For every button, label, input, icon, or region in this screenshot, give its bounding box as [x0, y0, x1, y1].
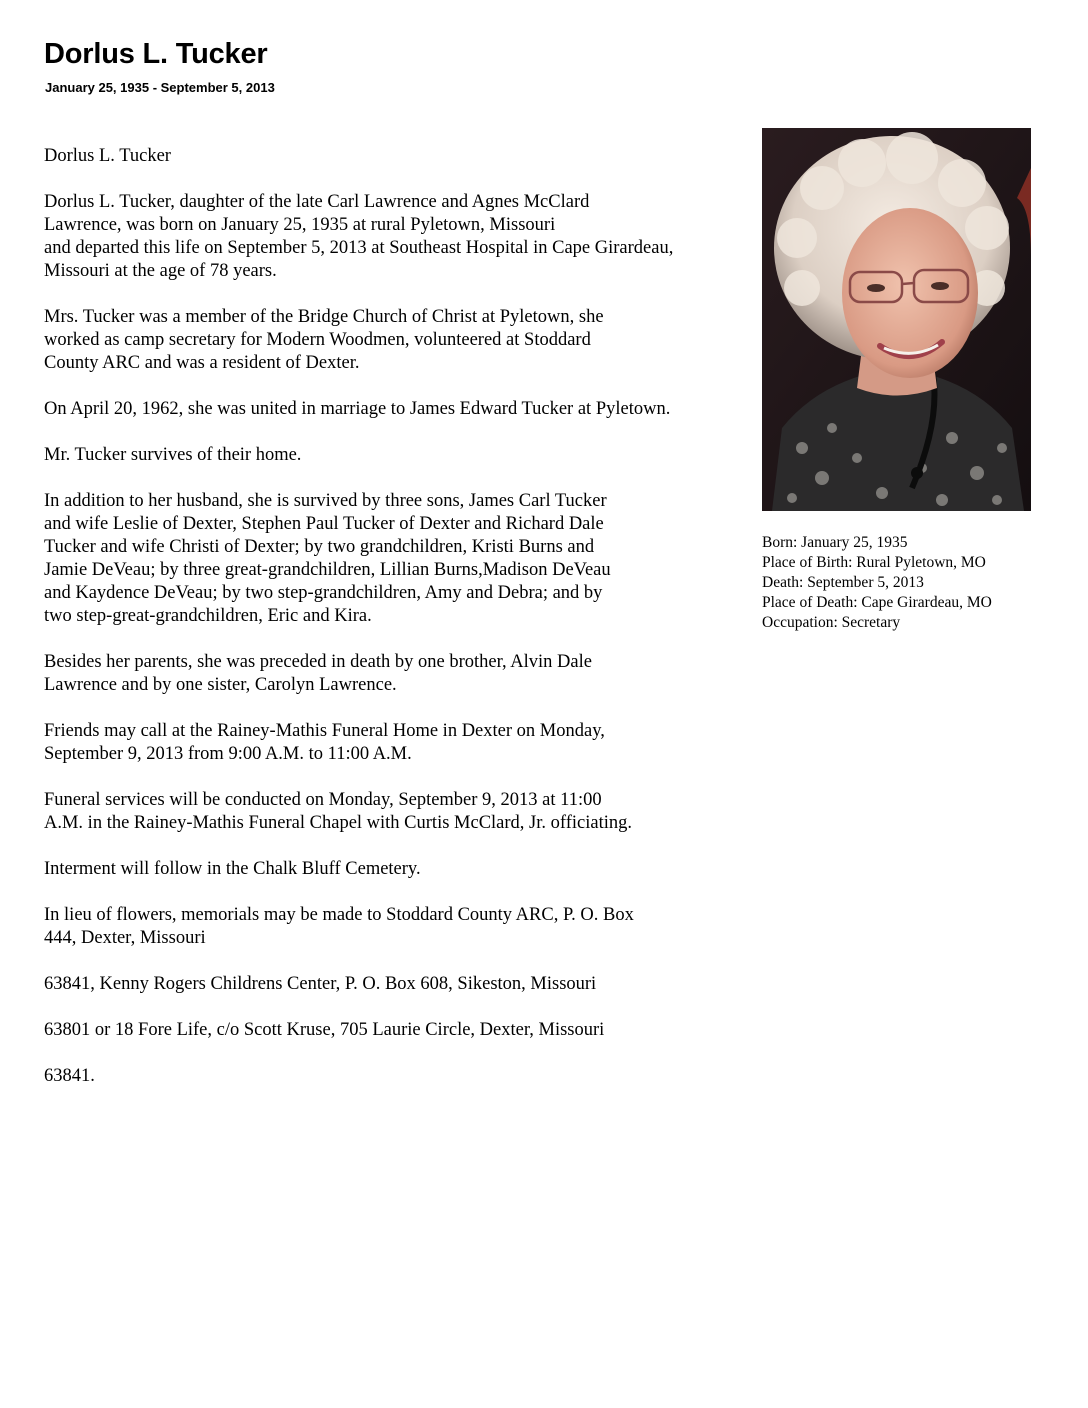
life-facts [762, 533, 992, 633]
obituary-paragraph-memorials: In lieu of flowers, memorials may be made to Stoddard County ARC, P. O. Box 444, Dexter, Missouri [44, 905, 634, 948]
fact-place-of-death: Place of Death: Cape Girardeau, MO [762, 594, 992, 611]
page-title: Dorlus L. Tucker [44, 38, 268, 70]
obituary-paragraph-interment: Interment will follow in the Chalk Bluff Cemetery. [44, 859, 421, 879]
fact-born: Born: January 25, 1935 [762, 534, 908, 551]
obituary-paragraph-memorial-address-3: 63841. [44, 1066, 95, 1086]
fact-occupation: Occupation: Secretary [762, 614, 901, 631]
fact-death: Death: September 5, 2013 [762, 574, 924, 591]
obituary-paragraph-church: Mrs. Tucker was a member of the Bridge Church of Christ at Pyletown, she worked as camp secretary for Modern Woodmen, volunteered at Stoddard County ARC and was a resident of Dexter. [44, 307, 604, 373]
life-dates: January 25, 1935 - September 5, 2013 [45, 80, 275, 95]
portrait-photo-icon [762, 128, 1031, 511]
obituary-paragraph-memorial-address-2: 63801 or 18 Fore Life, c/o Scott Kruse, 705 Laurie Circle, Dexter, Missouri [44, 1020, 605, 1040]
obituary-text [44, 145, 768, 1111]
obituary-paragraph-preceded: Besides her parents, she was preceded in death by one brother, Alvin Dale Lawrence and by one sister, Carolyn Lawrence. [44, 652, 592, 695]
obituary-name-line: Dorlus L. Tucker [44, 146, 171, 166]
obituary-paragraph-marriage: On April 20, 1962, she was united in marriage to James Edward Tucker at Pyletown. [44, 399, 671, 419]
obituary-paragraph-birth: Dorlus L. Tucker, daughter of the late Carl Lawrence and Agnes McClard Lawrence, was born on January 25, 1935 at rural Pyletown, Missouri and departed this life on September 5, 2013 at Southeast Hospital in Cape Girardeau, Missouri at the age of 78 years. [44, 192, 674, 281]
obituary-paragraph-husband: Mr. Tucker survives of their home. [44, 445, 302, 465]
portrait-photo [762, 128, 1031, 511]
obituary-paragraph-services: Funeral services will be conducted on Monday, September 9, 2013 at 11:00 A.M. in the Rainey-Mathis Funeral Chapel with Curtis McClard, Jr. officiating. [44, 790, 632, 833]
obituary-paragraph-memorial-address-1: 63841, Kenny Rogers Childrens Center, P. O. Box 608, Sikeston, Missouri [44, 974, 597, 994]
obituary-paragraph-survivors: In addition to her husband, she is survived by three sons, James Carl Tucker and wife Leslie of Dexter, Stephen Paul Tucker of Dexter and Richard Dale Tucker and wife Christi of Dexter; by two grandchildren, Kristi Burns and Jamie DeVeau; by three great-grandchildren, Lillian Burns,Madison DeVeau and Kaydence DeVeau; by two step-grandchildren, Amy and Debra; and by two step-great-grandchildren, Eric and Kira. [44, 491, 611, 626]
fact-place-of-birth: Place of Birth: Rural Pyletown, MO [762, 554, 986, 571]
obituary-paragraph-visitation: Friends may call at the Rainey-Mathis Funeral Home in Dexter on Monday, September 9, 2013 from 9:00 A.M. to 11:00 A.M. [44, 721, 605, 764]
